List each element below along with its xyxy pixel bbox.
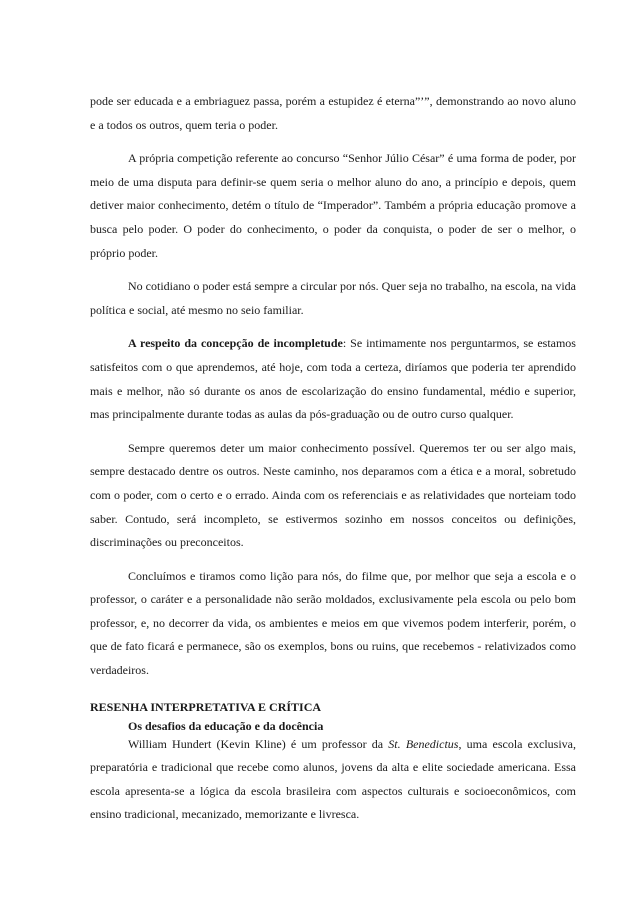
paragraph-4 — [90, 332, 576, 426]
paragraph-3: No cotidiano o poder está sempre a circular por nós. Quer seja no trabalho, na escola, na vida política e social, até mesmo no seio familiar. — [90, 279, 576, 317]
paragraph-2: A própria competição referente ao concurso “Senhor Júlio César” é uma forma de poder, por meio de uma disputa para definir-se quem seria o melhor aluno do ano, a princípio e depois, quem detiver maior conhecimento, detém o título de “Imperador”. Também a própria educação promove a busca pelo poder. O poder do conhecimento, o poder da conquista, o poder de ser o melhor, o próprio poder. — [90, 151, 576, 260]
paragraph-6: Concluímos e tiramos como lição para nós, do filme que, por melhor que seja a escola e o professor, o caráter e a personalidade não serão moldados, exclusivamente pela escola ou pelo bom professor, e, no decorrer da vida, os ambientes e meios em que vivemos podem interferir, porém, o que de fato ficará e permanece, são os exemplos, bons ou ruins, que recebemos - relativizados como verdadeiros. — [90, 568, 576, 678]
school-name: St. Benedictus — [388, 736, 459, 751]
paragraph-7 — [90, 733, 576, 827]
section-title: RESENHA INTERPRETATIVA E CRÍTICA — [90, 699, 322, 714]
subsection-title: Os desafios da educação e da docência — [128, 718, 324, 733]
paragraph-4-rest: : Se intimamente nos perguntarmos, se estamos satisfeitos com o que aprendemos, até hoje, com toda a certeza, diríamos que poderia ter aprendido mais e melhor, não só durante os anos de escolarização do ensino fundamental, médio e superior, mas principalmente durante todas as aulas da pós-graduação ou de outro curso qualquer. — [90, 336, 576, 422]
paragraph-5: Sempre queremos deter um maior conhecimento possível. Queremos ter ou ser algo mais, sempre destacado dentre os outros. Neste caminho, nos deparamos com a ética e a moral, sobretudo com o poder, com o certo e o errado. Ainda com os referenciais e as relatividades que norteiam todo saber. Contudo, será incompleto, se estivermos sozinho em nossos conceitos ou definições, discriminações ou preconceitos. — [90, 440, 576, 550]
paragraph-7-end: , uma escola exclusiva, preparatória e tradicional que recebe como alunos, jovens da alta e elite sociedade americana. Essa escola apresenta-se a lógica da escola brasileira com aspectos culturais e socioeconômicos, com ensino tradicional, mecanizado, memorizante e livresca. — [90, 736, 576, 822]
paragraph-7-start: William Hundert (Kevin Kline) é um professor da — [128, 736, 389, 751]
paragraph-4-lead: A respeito da concepção de incompletude — [128, 336, 343, 351]
paragraph-1: pode ser educada e a embriaguez passa, porém a estupidez é eterna”’”, demonstrando ao novo aluno e a todos os outros, quem teria o poder. — [90, 94, 576, 132]
document-page — [90, 90, 576, 837]
